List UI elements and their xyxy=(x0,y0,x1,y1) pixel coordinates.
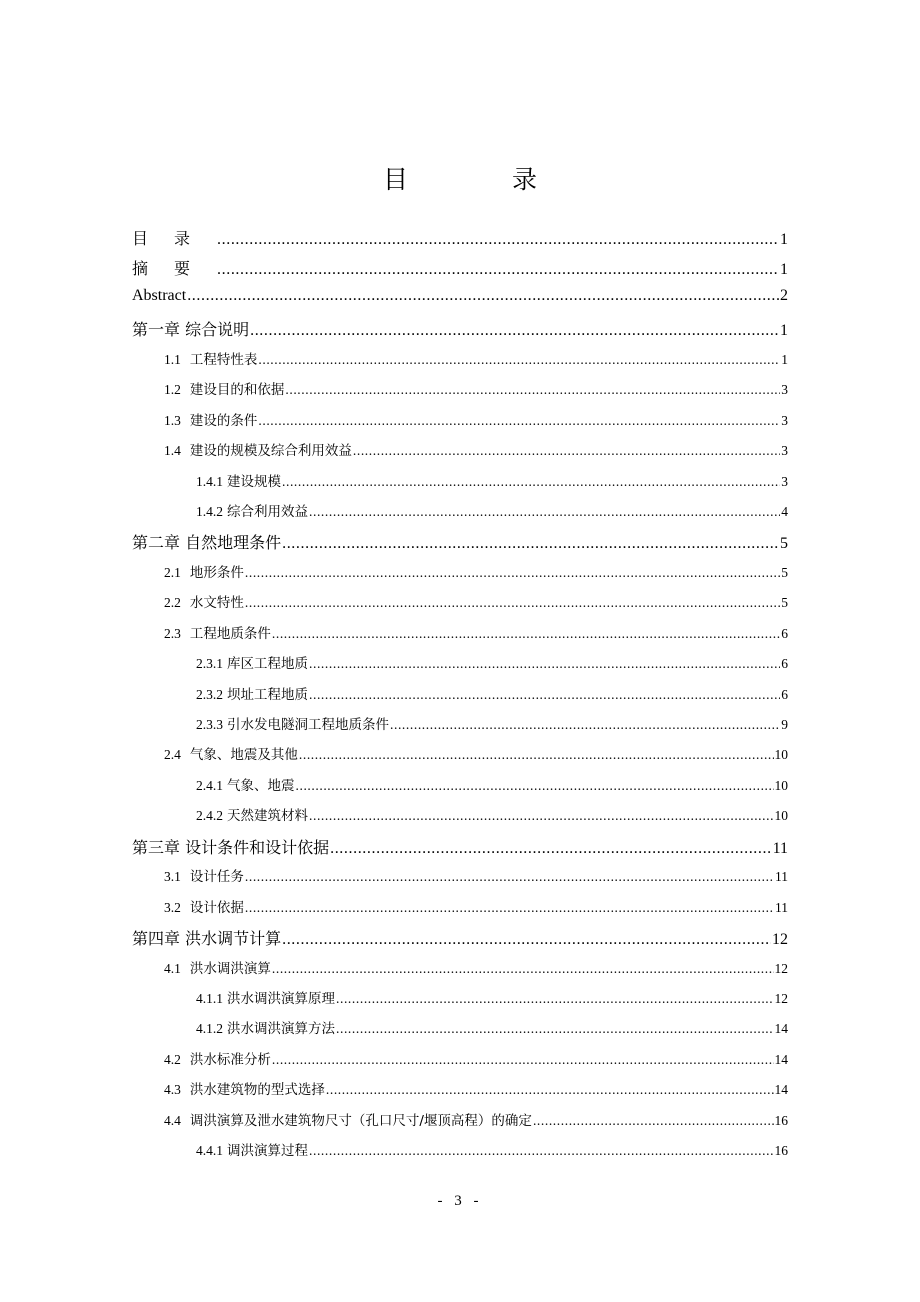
toc-entry[interactable] xyxy=(132,804,788,834)
toc-entry-number: 3.2 xyxy=(164,899,181,915)
toc-leader-dots xyxy=(309,656,780,672)
toc-entry-label: 建设规模 xyxy=(227,473,281,490)
toc-entry-page: 12 xyxy=(772,931,788,949)
toc-entry-label: 建设目的和依据 xyxy=(189,382,285,399)
toc-entry[interactable] xyxy=(132,409,788,439)
toc-entry-page: 14 xyxy=(774,1051,788,1067)
toc-entry[interactable] xyxy=(132,1017,788,1047)
toc-leader-dots xyxy=(282,931,771,949)
toc-entry-label: 气象、地震 xyxy=(227,777,295,794)
toc-entry[interactable] xyxy=(132,1078,788,1108)
toc-leader-dots xyxy=(390,717,780,733)
toc-leader-dots xyxy=(533,1113,774,1129)
toc-leader-dots xyxy=(299,747,774,763)
toc-entry-label: 第四章 洪水调节计算 xyxy=(132,929,282,949)
toc-entry-number: 1.4.2 xyxy=(196,503,223,519)
toc-entry-label: 水文特性 xyxy=(189,595,244,612)
toc-entry-number: 2.3.3 xyxy=(196,717,223,732)
toc-entry-page: 12 xyxy=(774,960,788,976)
toc-entry-page: 5 xyxy=(781,595,788,611)
toc-entry-page: 16 xyxy=(774,1112,788,1128)
toc-entry-label: 引水发电隧洞工程地质条件 xyxy=(227,717,389,733)
toc-entry-page: 10 xyxy=(774,747,788,763)
toc-leader-dots xyxy=(282,535,779,553)
toc-entry-label: 调洪演算及泄水建筑物尺寸（孔口尺寸/堰顶高程）的确定 xyxy=(189,1112,532,1129)
toc-entry[interactable] xyxy=(132,500,788,530)
toc-entry[interactable] xyxy=(132,835,788,865)
toc-entry-label: 洪水建筑物的型式选择 xyxy=(189,1082,325,1099)
toc-entry-number: 4.2 xyxy=(164,1051,181,1067)
toc-entry-number: 1.4 xyxy=(164,443,181,459)
toc-entry-label: 气象、地震及其他 xyxy=(189,747,298,764)
toc-entry-label: 设计任务 xyxy=(189,869,244,886)
toc-entry-page: 3 xyxy=(781,443,788,459)
toc-leader-dots xyxy=(272,961,774,977)
toc-entry-label: 洪水调洪演算 xyxy=(189,960,271,977)
toc-entry-page: 11 xyxy=(772,839,788,857)
page-number: - 3 - xyxy=(437,1193,483,1209)
toc-leader-dots xyxy=(245,565,780,581)
toc-entry[interactable] xyxy=(132,317,788,347)
toc-entry-page: 10 xyxy=(774,777,788,793)
toc-entry[interactable] xyxy=(132,530,788,560)
toc-entry-page: 14 xyxy=(774,1021,788,1037)
toc-leader-dots xyxy=(353,443,780,459)
toc-entry-label: 建设的规模及综合利用效益 xyxy=(189,443,352,460)
toc-entry[interactable] xyxy=(132,1048,788,1078)
toc-entry-page: 3 xyxy=(781,382,788,398)
toc-entry-label: 工程特性表 xyxy=(189,351,258,368)
toc-entry[interactable] xyxy=(132,591,788,621)
toc-entry-page: 6 xyxy=(781,625,788,641)
page-title: 目 录 xyxy=(383,165,585,194)
toc-leader-dots xyxy=(336,1021,774,1037)
toc-entry-page: 6 xyxy=(781,656,788,672)
toc-leader-dots xyxy=(336,991,774,1007)
toc-entry-label: 天然建筑材料 xyxy=(227,808,308,825)
toc-leader-dots xyxy=(272,1052,774,1068)
toc-entry-page: 2 xyxy=(780,286,788,304)
toc-leader-dots xyxy=(309,504,780,520)
toc-entry-label: 目录 xyxy=(132,229,217,248)
toc-entry-label: 地形条件 xyxy=(189,564,244,581)
toc-leader-dots xyxy=(296,778,774,794)
toc-entry-page: 1 xyxy=(780,322,788,340)
toc-entry-number: 4.3 xyxy=(164,1082,181,1098)
toc-entry-number: 1.3 xyxy=(164,412,181,428)
toc-entry-page: 1 xyxy=(780,261,788,279)
toc-entry[interactable] xyxy=(132,652,788,682)
toc-entry-label: 调洪演算过程 xyxy=(227,1143,308,1160)
toc-leader-dots xyxy=(258,413,780,429)
toc-entry-page: 9 xyxy=(781,717,788,732)
toc-entry-number: 1.4.1 xyxy=(196,473,223,489)
toc-leader-dots xyxy=(285,382,780,398)
toc-entry[interactable] xyxy=(132,348,788,378)
toc-entry-page: 3 xyxy=(781,412,788,428)
toc-entry[interactable] xyxy=(132,622,788,652)
toc-entry-page: 11 xyxy=(775,869,788,885)
toc-leader-dots xyxy=(245,869,774,885)
toc-entry[interactable] xyxy=(132,256,788,286)
toc-leader-dots xyxy=(309,1143,774,1159)
toc-entry-page: 12 xyxy=(774,990,788,1006)
toc-entry-number: 2.1 xyxy=(164,564,181,580)
toc-entry-page: 6 xyxy=(781,686,788,702)
toc-entry-number: 3.1 xyxy=(164,869,181,885)
toc-entry-number: 2.4.2 xyxy=(196,808,223,824)
toc-entry[interactable] xyxy=(132,743,788,773)
toc-entry-page: 10 xyxy=(774,808,788,824)
toc-leader-dots xyxy=(326,1082,774,1098)
toc-entry-number: 1.1 xyxy=(164,351,181,367)
toc-entry-number: 2.4.1 xyxy=(196,777,223,793)
toc-entry-page: 3 xyxy=(781,473,788,489)
toc-entry[interactable] xyxy=(132,287,788,317)
toc-entry-label: 第三章 设计条件和设计依据 xyxy=(132,837,330,857)
toc-entry-label: 第二章 自然地理条件 xyxy=(132,533,282,553)
toc-leader-dots xyxy=(187,287,779,305)
toc-entry-page: 4 xyxy=(781,503,788,519)
toc-entry-page: 11 xyxy=(775,899,788,915)
toc-leader-dots xyxy=(282,474,780,490)
toc-entry-label: 摘要 xyxy=(132,259,217,279)
toc-entry-label: 设计依据 xyxy=(189,899,244,916)
toc-entry[interactable] xyxy=(132,896,788,926)
toc-entry[interactable] xyxy=(132,226,788,256)
toc-entry-page: 5 xyxy=(780,535,788,553)
toc-entry[interactable] xyxy=(132,378,788,408)
toc-entry-label: 洪水调洪演算方法 xyxy=(227,1021,335,1038)
toc-entry[interactable] xyxy=(132,957,788,987)
toc-entry-number: 2.3 xyxy=(164,625,181,641)
toc-entry[interactable] xyxy=(132,439,788,469)
toc-entry-number: 4.1.1 xyxy=(196,990,223,1006)
toc-entry[interactable] xyxy=(132,865,788,895)
toc-leader-dots xyxy=(258,352,780,368)
toc-entry-number: 2.3.2 xyxy=(196,686,223,702)
toc-entry-label: 坝址工程地质 xyxy=(227,686,308,703)
toc-entry-page: 14 xyxy=(774,1082,788,1098)
toc-entry[interactable] xyxy=(132,470,788,500)
table-of-contents xyxy=(132,226,788,1170)
toc-entry[interactable] xyxy=(132,561,788,591)
toc-entry-label: 工程地质条件 xyxy=(189,625,271,642)
toc-entry[interactable] xyxy=(132,774,788,804)
toc-entry-label: 综合利用效益 xyxy=(227,503,308,520)
toc-leader-dots xyxy=(245,900,774,916)
toc-entry-page: 1 xyxy=(781,351,788,367)
toc-entry-number: 2.4 xyxy=(164,747,181,763)
toc-entry-page: 1 xyxy=(780,231,788,248)
toc-entry[interactable] xyxy=(132,683,788,713)
toc-entry-number: 1.2 xyxy=(164,382,181,398)
toc-entry-number: 2.2 xyxy=(164,595,181,611)
toc-entry-number: 4.4 xyxy=(164,1112,181,1128)
toc-entry-label: 库区工程地质 xyxy=(227,656,308,673)
toc-entry[interactable] xyxy=(132,1139,788,1169)
toc-entry-number: 4.1 xyxy=(164,960,181,976)
toc-entry-label: 洪水标准分析 xyxy=(189,1051,271,1068)
toc-leader-dots xyxy=(217,261,779,279)
toc-entry-page: 5 xyxy=(781,564,788,580)
toc-entry[interactable] xyxy=(132,1109,788,1139)
toc-entry[interactable] xyxy=(132,987,788,1017)
toc-entry[interactable] xyxy=(132,713,788,743)
toc-entry-number: 2.3.1 xyxy=(196,656,223,672)
toc-leader-dots xyxy=(272,626,780,642)
toc-leader-dots xyxy=(217,231,779,249)
toc-entry-label: 建设的条件 xyxy=(189,412,258,429)
toc-leader-dots xyxy=(250,322,779,340)
toc-entry-label: 第一章 综合说明 xyxy=(132,320,250,340)
toc-leader-dots xyxy=(309,687,780,703)
toc-leader-dots xyxy=(245,595,780,611)
toc-entry-page: 16 xyxy=(774,1143,788,1159)
toc-leader-dots xyxy=(330,840,772,858)
toc-entry-label: 洪水调洪演算原理 xyxy=(227,990,335,1007)
toc-entry[interactable] xyxy=(132,926,788,956)
toc-leader-dots xyxy=(309,808,774,824)
toc-entry-label: Abstract xyxy=(132,286,187,304)
toc-entry-number: 4.1.2 xyxy=(196,1021,223,1037)
toc-entry-number: 4.4.1 xyxy=(196,1143,223,1159)
